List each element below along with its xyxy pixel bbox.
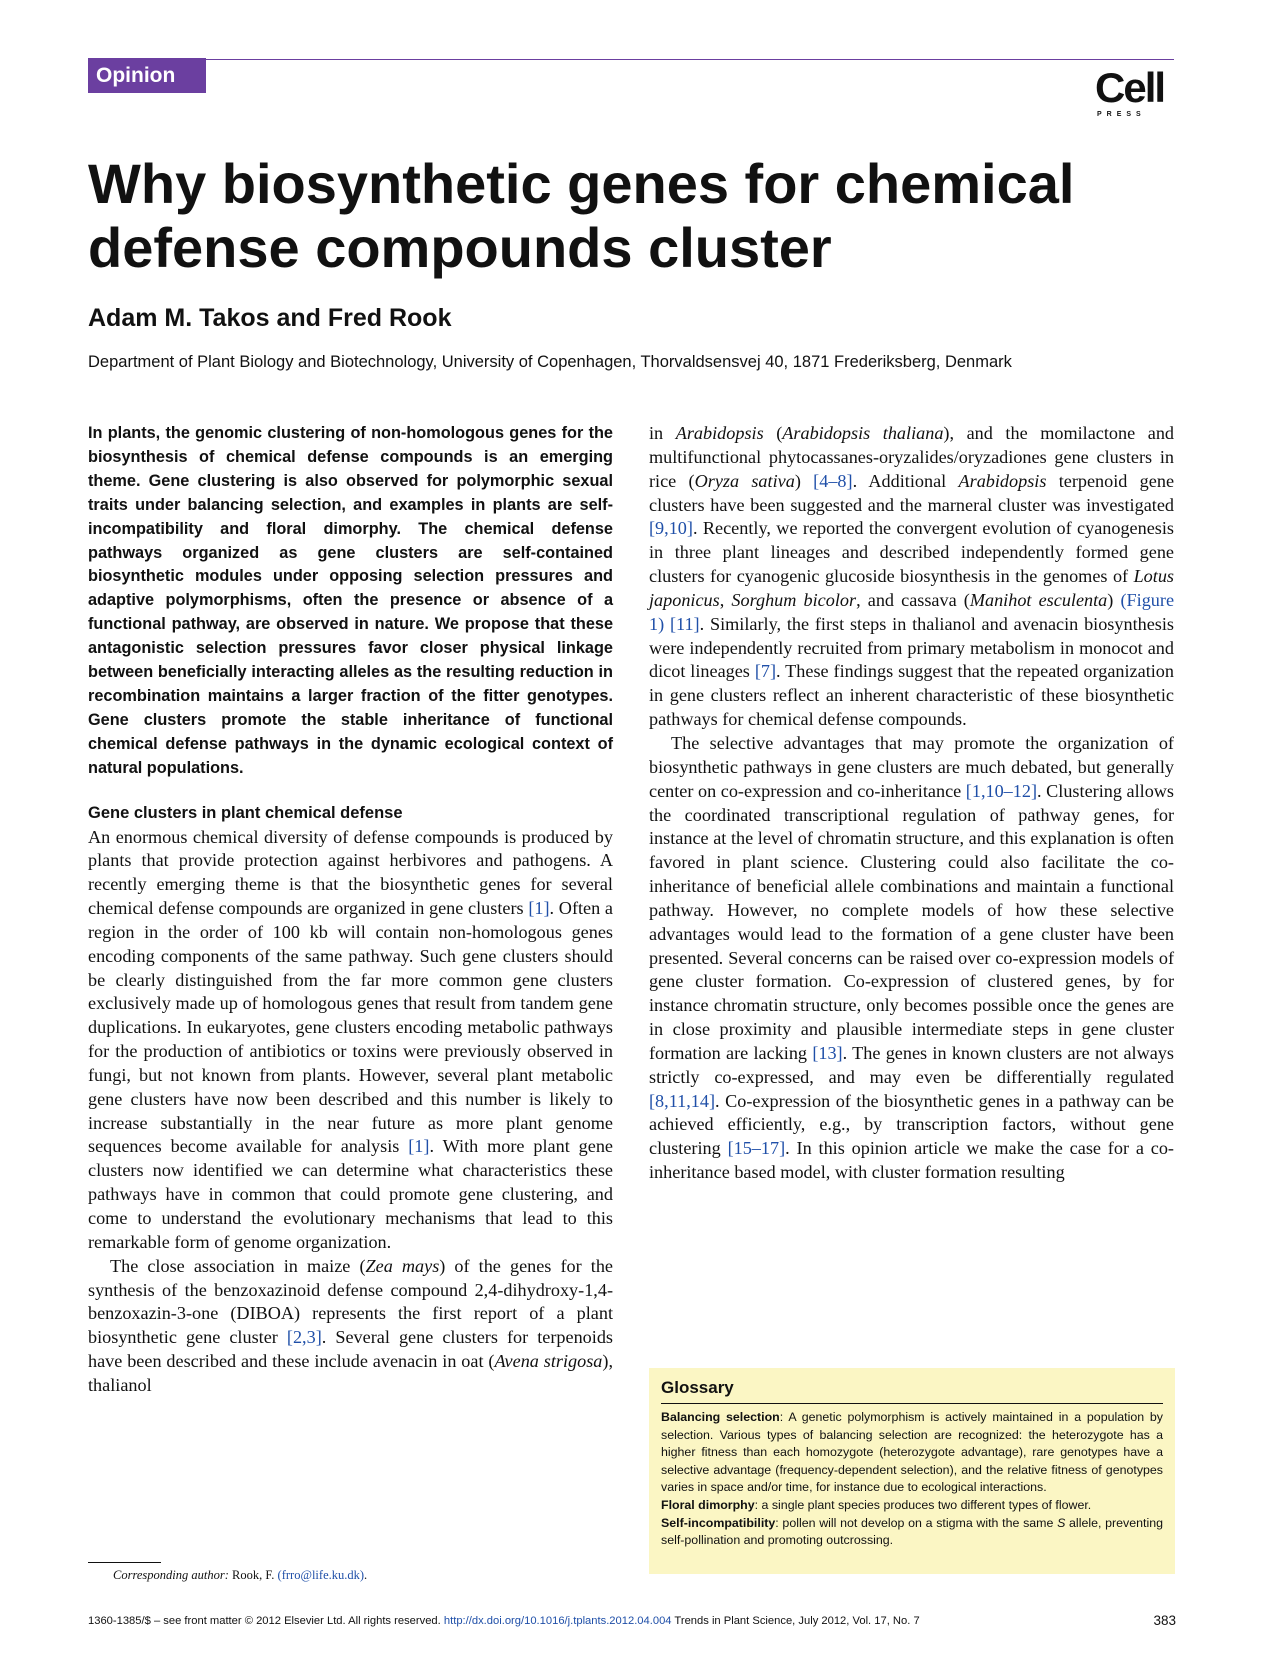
citation-link[interactable]: [1]: [408, 1136, 430, 1157]
left-column: [88, 422, 613, 1398]
right-column: [649, 422, 1174, 1185]
author-affiliation: Department of Plant Biology and Biotechnology, University of Copenhagen, Thorvaldsensvej 40, 1871 Frederiksberg, Denmark: [88, 353, 1012, 371]
citation-link[interactable]: [8,11,14]: [649, 1090, 716, 1111]
glossary-entry: Balancing selection: A genetic polymorphism is actively maintained in a population by selection. Various types of balancing selection are recognized: the heterozygote has a higher fitness than each homozygote (heterozygote advantage), rare genotypes have a selective advantage (frequency-dependent selection), and the relative fitness of genotypes varies in space and/or time, for instance due to ecological interactions.: [661, 1410, 1163, 1495]
glossary-title: Glossary: [661, 1378, 734, 1397]
corresponding-author-note: Corresponding author: Rook, F. (frro@life.ku.dk).: [113, 1568, 368, 1582]
figure-link[interactable]: (Figure 1): [649, 589, 1175, 634]
glossary-rule: [661, 1403, 1163, 1404]
copyright-text: 1360-1385/$ – see front matter © 2012 Elsevier Ltd. All rights reserved.: [88, 1615, 444, 1627]
article-authors: Adam M. Takos and Fred Rook: [88, 304, 452, 332]
glossary-box: [649, 1368, 1175, 1574]
citation-link[interactable]: [13]: [812, 1042, 843, 1063]
article-title: Why biosynthetic genes for chemical defense compounds cluster: [88, 152, 1075, 279]
paragraph-4: The selective advantages that may promote the organization of biosynthetic pathways in gene clusters are much debated, but generally center on co-expression and co-inheritance [1,10–12]. Clustering allows the coordinated transcriptional regulation of pathway genes, for instance at the level of chromatin structure, and this explanation is often favored in plant science. Clustering could also facilitate the co-inheritance of beneficial allele combinations and maintain a functional pathway. However, no complete models of how these selective advantages would lead to the formation of a gene cluster have been presented. Several concerns can be raised over co-expression models of gene cluster formation. Co-expression of clustered genes, by for instance chromatin structure, only becomes possible once the genes are in close proximity and plausible intermediate steps in gene cluster formation are lacking [13]. The genes in known clusters are not always strictly co-expressed, and may even be differentially regulated [8,11,14]. Co-expression of the biosynthetic genes in a pathway can be achieved efficiently, e.g., by transcription factors, without gene clustering [15–17]. In this opinion article we make the case for a co-inheritance based model, with cluster formation resulting: [649, 732, 1175, 1183]
header-rule: [206, 59, 1174, 60]
glossary-entry: Floral dimorphy: a single plant species produces two different types of flower.: [661, 1497, 1092, 1512]
section-tag: Opinion: [88, 58, 206, 93]
citation-link[interactable]: [1]: [528, 898, 550, 919]
paragraph-1: An enormous chemical diversity of defense compounds is produced by plants that provide protection against herbivores and pathogens. A recently emerging theme is that the biosynthetic genes for several chemical defense compounds are organized in gene clusters [1]. Often a region in the order of 100 kb will contain non-homologous genes encoding components of the same pathway. Such gene clusters should be clearly distinguished from the far more common gene clusters exclusively made up of homologous genes that result from tandem gene duplications. In eukaryotes, gene clusters encoding metabolic pathways for the production of antibiotics or toxins were previously observed in fungi, but not known from plants. However, several plant metabolic gene clusters have now been described and this number is likely to increase substantially in the near future as more plant genome sequences become available for analysis [1]. With more plant gene clusters now identified we can determine what characteristics these pathways have in common that could promote gene clustering, and come to understand the evolutionary mechanisms that lead to this remarkable form of genome organization.: [88, 826, 613, 1252]
section-heading: Gene clusters in plant chemical defense: [88, 803, 403, 822]
citation-link[interactable]: [2,3]: [286, 1327, 322, 1348]
page-number: 383: [1153, 1613, 1176, 1628]
citation-link[interactable]: [4–8]: [813, 470, 853, 491]
logo-subtext: PRESS: [1097, 111, 1146, 118]
paragraph-2: The close association in maize (Zea mays) of the genes for the synthesis of the benzoxazinoid defense compound 2,4-dihydroxy-1,4-benzoxazin-3-one (DIBOA) represents the first report of a plant biosynthetic gene cluster [2,3]. Several gene clusters for terpenoids have been described and these include avenacin in oat (Avena strigosa), thalianol: [88, 1255, 613, 1395]
glossary-entry: Self-incompatibility: pollen will not develop on a stigma with the same S allele, preventing self-pollination and promoting outcrossing.: [661, 1515, 1163, 1548]
citation-link[interactable]: [11]: [669, 613, 700, 634]
doi-link[interactable]: http://dx.doi.org/10.1016/j.tplants.2012.04.004: [443, 1615, 672, 1627]
citation-link[interactable]: [15–17]: [727, 1138, 786, 1159]
citation-link[interactable]: [9,10]: [649, 518, 693, 539]
citation-link[interactable]: [7]: [754, 661, 777, 682]
abstract: In plants, the genomic clustering of non-homologous genes for the biosynthesis of chemical defense compounds is an emerging theme. Gene clustering is also observed for polymorphic sexual traits under balancing selection, and examples in plants are self-incompatibility and floral dimorphy. The chemical defense pathways organized as gene clusters are self-contained biosynthetic modules under opposing selection pressures and adaptive polymorphisms, often the presence or absence of a functional pathway, are observed in nature. We propose that these antagonistic selection pressures favor closer physical linkage between beneficially interacting alleles as the resulting reduction in recombination maintains a larger fraction of the fitter genotypes. Gene clusters promote the stable inheritance of functional chemical defense pathways in the dynamic ecological context of natural populations.: [88, 424, 613, 777]
journal-citation: Trends in Plant Science, July 2012, Vol. 17, No. 7: [671, 1615, 920, 1627]
citation-link[interactable]: [1,10–12]: [965, 780, 1038, 801]
author-email-link[interactable]: (frro@life.ku.dk): [277, 1568, 365, 1582]
logo-text: Cell: [1095, 64, 1165, 111]
cell-press-logo[interactable]: [1095, 64, 1175, 120]
page-footer: [88, 1615, 1176, 1633]
footnote-rule: [88, 1562, 161, 1563]
paragraph-3: in Arabidopsis (Arabidopsis thaliana), and the momilactone and multifunctional phytocassanes-oryzalides/oryzadiones gene clusters in rice (Oryza sativa) [4–8]. Additional Arabidopsis terpenoid gene clusters have been suggested and the marneral cluster was investigated [9,10]. Recently, we reported the convergent evolution of cyanogenesis in three plant lineages and described independently formed gene clusters for cyanogenic glucoside biosynthesis in the genomes of Lotus japonicus, Sorghum bicolor, and cassava (Manihot esculenta) (Figure 1) [11]. Similarly, the first steps in thalianol and avenacin biosynthesis were independently recruited from primary metabolism in monocot and dicot lineages [7]. These findings suggest that the repeated organization in gene clusters reflect an inherent characteristic of these biosynthetic pathways for chemical defense compounds.: [649, 423, 1175, 730]
